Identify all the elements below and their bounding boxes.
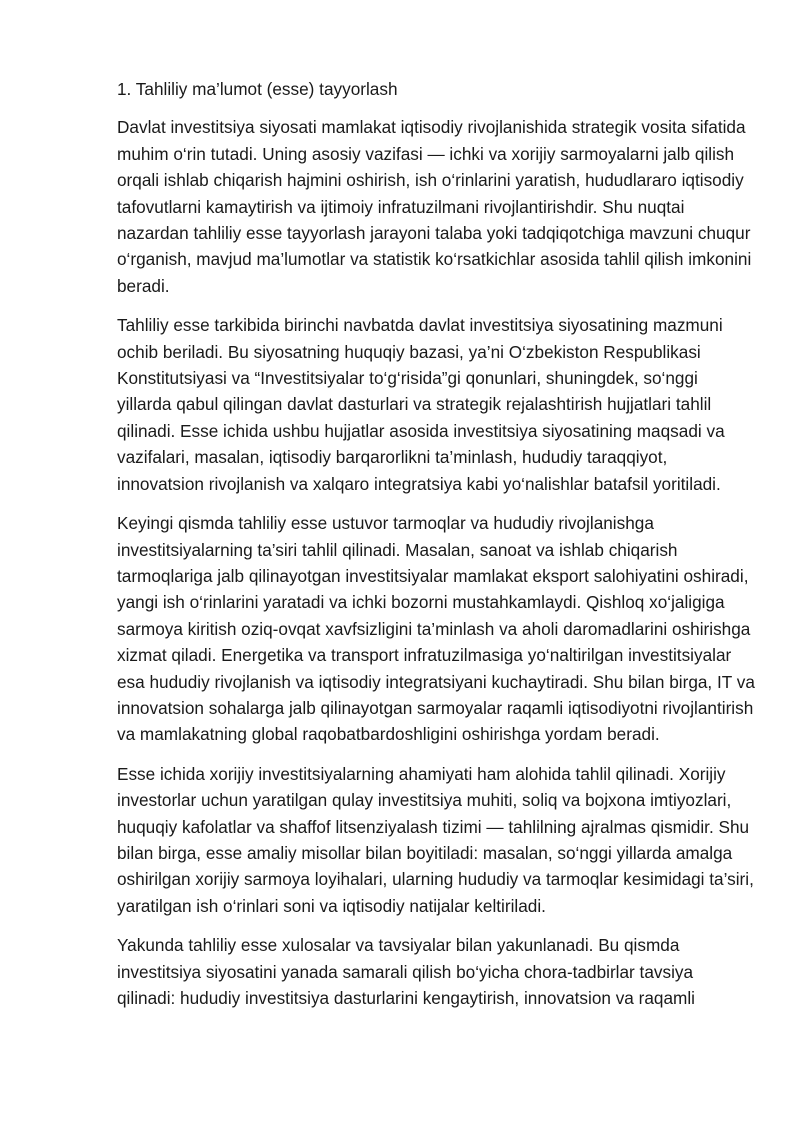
paragraph-4: Esse ichida xorijiy investitsiyalarning ahamiyati ham alohida tahlil qilinadi. Xorijiy investorlar uchun yaratilgan qulay investitsiya muhiti, soliq va bojxona imtiyozlari, huquqiy kafolatlar va shaffof litsenziyalash tizimi — tahlilning ajralmas qismidir. Shu bilan birga, esse amaliy misollar bilan boyitiladi: masalan, so‘nggi yillarda amalga oshirilgan xorijiy sarmoya loyihalari, ularning hududiy va tarmoqlar kesimidagi ta’siri, yaratilgan ish o‘rinlari soni va iqtisodiy natijalar keltiriladi. [117, 763, 754, 916]
document-body [117, 76, 755, 1024]
paragraph-1: Davlat investitsiya siyosati mamlakat iqtisodiy rivojlanishida strategik vosita sifatida muhim o‘rin tutadi. Uning asosiy vazifasi — ichki va xorijiy sarmoyalarni jalb qilish orqali ishlab chiqarish hajmini oshirish, ish o‘rinlarini yaratish, hududlararo iqtisodiy tafovutlarni kamaytirish va ijtimoiy infratuzilmani rivojlantirishdir. Shu nuqtai nazardan tahliliy esse tayyorlash jarayoni talaba yoki tadqiqotchiga mavzuni chuqur o‘rganish, mavjud ma’lumotlar va statistik ko‘rsatkichlar asosida tahlil qilish imkonini beradi. [117, 117, 752, 296]
section-heading: 1. Tahliliy ma’lumot (esse) tayyorlash [117, 79, 398, 99]
paragraph-5: Yakunda tahliliy esse xulosalar va tavsiyalar bilan yakunlanadi. Bu qismda investitsiya siyosatini yanada samarali qilish bo‘yicha chora-tadbirlar tavsiya qilinadi: hududiy investitsiya dasturlarini kengaytirish, innovatsion va raqamli [117, 935, 695, 1008]
paragraph-2: Tahliliy esse tarkibida birinchi navbatda davlat investitsiya siyosatining mazmuni ochib beriladi. Bu siyosatning huquqiy bazasi, ya’ni O‘zbekiston Respublikasi Konstitutsiyasi va “Investitsiyalar to‘g‘risida”gi qonunlari, shuningdek, so‘nggi yillarda qabul qilingan davlat dasturlari va strategik rejalashtirish hujjatlari tahlil qilinadi. Esse ichida ushbu hujjatlar asosida investitsiya siyosatining maqsadi va vazifalari, masalan, iqtisodiy barqarorlikni ta’minlash, hududiy taraqqiyot, innovatsion rivojlanish va xalqaro integratsiya kabi yo‘nalishlar batafsil yoritiladi. [117, 315, 725, 494]
paragraph-3: Keyingi qismda tahliliy esse ustuvor tarmoqlar va hududiy rivojlanishga investitsiyalarning ta’siri tahlil qilinadi. Masalan, sanoat va ishlab chiqarish tarmoqlariga jalb qilinayotgan investitsiyalar mamlakat eksport salohiyatini oshiradi, yangi ish o‘rinlarini yaratadi va ichki bozorni mustahkamlaydi. Qishloq xo‘jaligiga sarmoya kiritish oziq-ovqat xavfsizligini ta’minlash va aholi daromadlarini oshirishga xizmat qiladi. Energetika va transport infratuzilmasiga yo‘naltirilgan investitsiyalar esa hududiy rivojlanish va iqtisodiy integratsiyani kuchaytiradi. Shu bilan birga, IT va innovatsion sohalarga jalb qilinayotgan sarmoyalar raqamli iqtisodiyotni rivojlantirish va mamlakatning global raqobatbardoshligini oshirishga yordam beradi. [117, 513, 755, 745]
